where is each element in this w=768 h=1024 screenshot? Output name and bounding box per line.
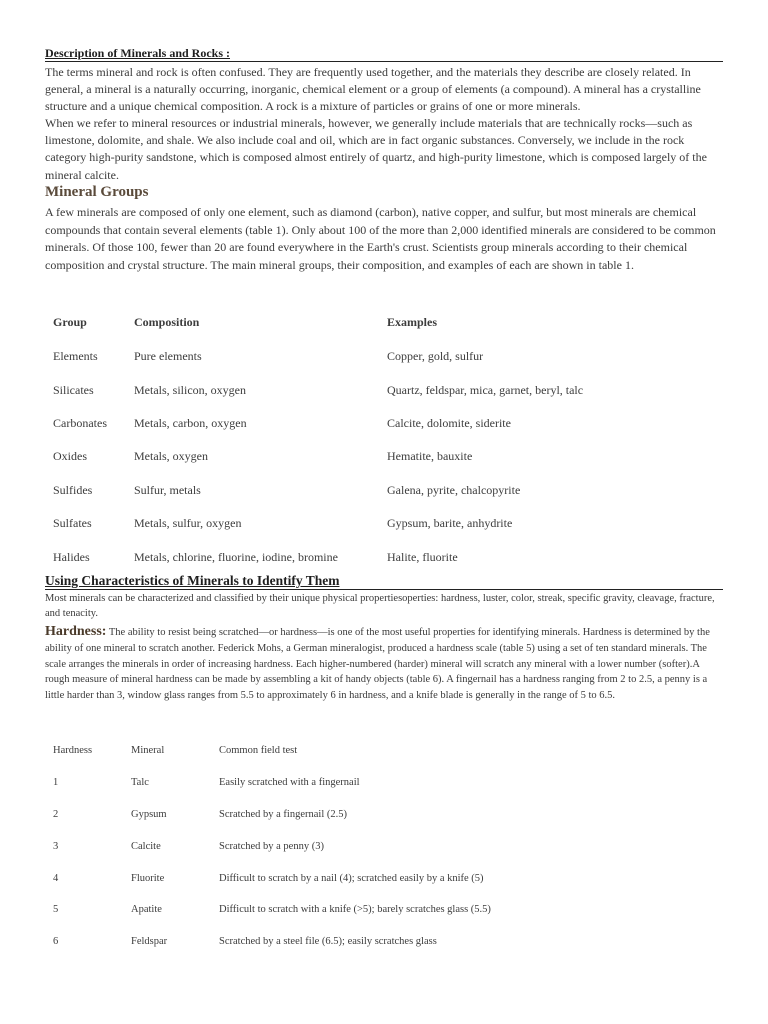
paragraph-definition: The terms mineral and rock is often confused. They are frequently used together, and the materials they describe are closely related. In general, a mineral is a naturally occurring, inorganic, chemical element or a group of elements (a compound). A mineral has a crystalline structure and a unique chemical composition. A rock is a mixture of particles or grains of one or more minerals. (45, 65, 701, 113)
section-title-mineral-groups: Mineral Groups (45, 184, 149, 200)
paragraph-physical-properties: Most minerals can be characterized and classified by their unique physical propertiesoperties: hardness, luster, color, streak, specific gravity, cleavage, fracture, and tenacity. (45, 593, 715, 619)
table-row (45, 862, 699, 894)
cell-group: Elements (53, 349, 98, 364)
table-header-row (45, 304, 717, 340)
table-row (45, 830, 699, 862)
cell-composition: Metals, oxygen (134, 449, 208, 464)
cell-examples: Copper, gold, sulfur (387, 349, 484, 364)
table-row (45, 799, 699, 831)
cell-group: Halides (53, 549, 90, 564)
cell-group: Sulfates (53, 516, 92, 531)
table-row (45, 767, 699, 799)
table-row (45, 540, 717, 573)
cell-composition: Metals, silicon, oxygen (134, 382, 246, 397)
cell-composition: Metals, sulfur, oxygen (134, 516, 242, 531)
table-row (45, 507, 717, 540)
cell-examples: Quartz, feldspar, mica, garnet, beryl, talc (387, 382, 584, 397)
cell-mineral: Apatite (131, 904, 162, 916)
cell-composition: Pure elements (134, 349, 202, 364)
cell-hardness: 6 (53, 936, 59, 948)
table-row (45, 407, 717, 440)
cell-field-test: Scratched by a steel file (6.5); easily scratches glass (219, 936, 437, 948)
column-header-hardness: Hardness (53, 745, 93, 757)
cell-composition: Metals, chlorine, fluorine, iodine, bromine (134, 549, 338, 564)
cell-mineral: Gypsum (131, 808, 167, 820)
cell-examples: Galena, pyrite, chalcopyrite (387, 482, 521, 497)
paragraph-resources: When we refer to mineral resources or industrial minerals, however, we generally include materials that are technically rocks—such as limestone, dolomite, and shale. We also include coal and oil, which are in fact organic substances. Conversely, we include in the rock category high-purity sandstone, which is composed almost entirely of quartz, and high-purity limestone, which is composed largely of the mineral calcite. (45, 116, 707, 182)
section-title-minerals-rocks: Description of Minerals and Rocks : (45, 46, 723, 62)
cell-field-test: Easily scratched with a fingernail (219, 777, 360, 789)
cell-group: Oxides (53, 449, 87, 464)
cell-hardness: 2 (53, 808, 59, 820)
mineral-groups-table (45, 304, 717, 574)
cell-hardness: 4 (53, 872, 59, 884)
cell-hardness: 5 (53, 904, 59, 916)
cell-group: Sulfides (53, 482, 93, 497)
column-header-field-test: Common field test (219, 745, 298, 757)
cell-group: Silicates (53, 382, 94, 397)
cell-hardness: 3 (53, 840, 59, 852)
cell-mineral: Talc (131, 777, 149, 789)
paragraph-hardness (45, 624, 723, 704)
cell-field-test: Scratched by a fingernail (2.5) (219, 808, 347, 820)
table-row (45, 373, 717, 406)
cell-composition: Sulfur, metals (134, 482, 201, 497)
table-row (45, 474, 717, 507)
hardness-label: Hardness: (45, 624, 107, 639)
table-header-row (45, 735, 699, 767)
cell-mineral: Calcite (131, 840, 161, 852)
cell-field-test: Difficult to scratch by a nail (4); scratched easily by a knife (5) (219, 872, 484, 884)
table-row (45, 926, 699, 958)
hardness-text: The ability to resist being scratched—or hardness—is one of the most useful properties for identifying minerals. Hardness is determined by the ability of one mineral to scratch another. Federick Mohs, a German mineralogist, produced a hardness scale (table 5) using a set of ten standard minerals. The scale arranges the minerals in order of increasing hardness. Each higher-numbered (harder) mineral will scratch any mineral with a lower number (softer).A rough measure of mineral hardness can be made by assembling a kit of handy objects (table 6). A fingernail has a hardness ranging from 2 to 2.5, a penny is a little harder than 3, window glass ranges from 5.5 to approximately 6 in hardness, and a knife blade is generally in the range of 5 to 6.5. (45, 627, 710, 702)
section-title-identify-minerals: Using Characteristics of Minerals to Identify Them (45, 573, 723, 590)
column-header-composition: Composition (134, 314, 200, 329)
cell-examples: Hematite, bauxite (387, 449, 473, 464)
table-row (45, 894, 699, 926)
paragraph-mineral-groups: A few minerals are composed of only one element, such as diamond (carbon), native copper, and sulfur, but most minerals are chemical compounds that contain several elements (table 1). Only about 100 of the more than 2,000 identified minerals are considered to be common minerals. Of those 100, fewer than 20 are found everywhere in the Earth's crust. Scientists group minerals according to their chemical composition and crystal structure. The main mineral groups, their composition, and examples of each are shown in table 1. (45, 205, 716, 272)
cell-hardness: 1 (53, 777, 59, 789)
cell-composition: Metals, carbon, oxygen (134, 415, 247, 430)
column-header-mineral: Mineral (131, 745, 165, 757)
cell-mineral: Fluorite (131, 872, 165, 884)
cell-group: Carbonates (53, 415, 107, 430)
cell-examples: Halite, fluorite (387, 549, 458, 564)
column-header-examples: Examples (387, 314, 438, 329)
cell-field-test: Scratched by a penny (3) (219, 840, 324, 852)
column-header-group: Group (53, 314, 87, 329)
hardness-table (45, 735, 699, 958)
cell-examples: Gypsum, barite, anhydrite (387, 516, 513, 531)
cell-field-test: Difficult to scratch with a knife (>5); barely scratches glass (5.5) (219, 904, 491, 916)
table-row (45, 340, 717, 373)
cell-examples: Calcite, dolomite, siderite (387, 415, 511, 430)
table-row (45, 440, 717, 473)
cell-mineral: Feldspar (131, 936, 168, 948)
